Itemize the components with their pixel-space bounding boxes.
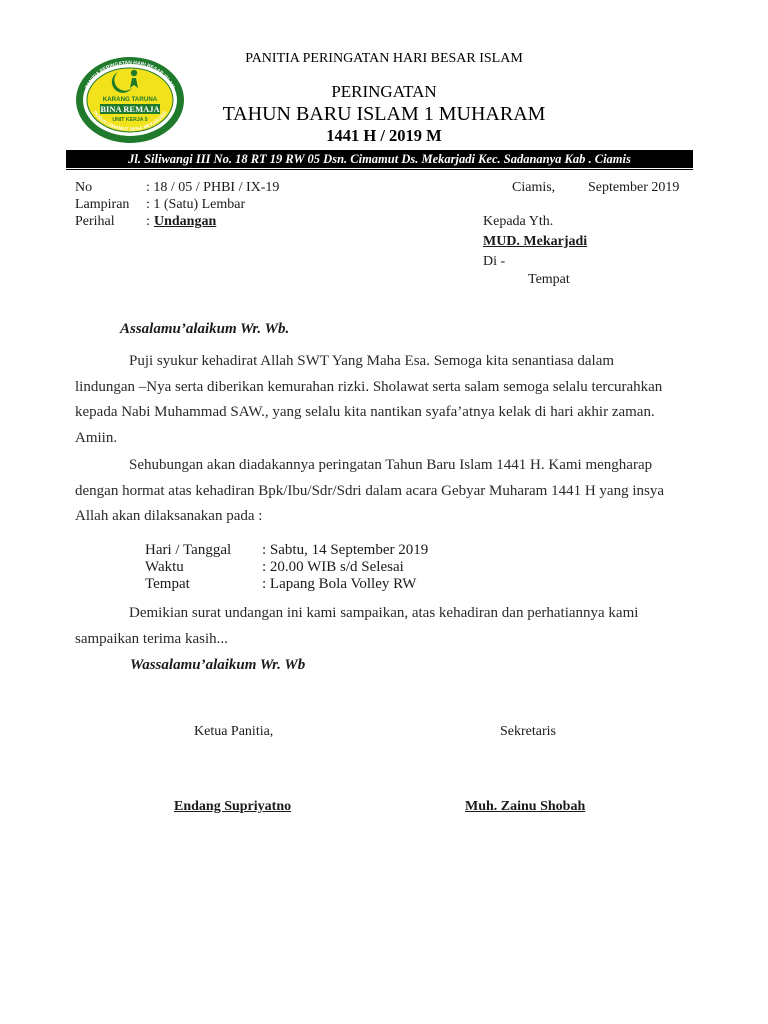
paragraph-line: lindungan –Nya serta diberikan kemurahan rizki. Sholawat serta salam semoga selalu tercurahkan (75, 378, 663, 395)
signature-right-title: Sekretaris (500, 724, 556, 739)
paragraph-line: Allah akan dilaksanakan pada : (75, 508, 263, 524)
paragraph-invitation (75, 453, 695, 530)
event-place-value: : Lapang Bola Volley RW (262, 576, 417, 592)
lampiran-value: : 1 (Satu) Lembar (146, 197, 246, 212)
signature-left-title: Ketua Panitia, (194, 724, 274, 739)
paragraph-line: Demikian surat undangan ini kami sampaikan, atas kehadiran dan perhatiannya kami (129, 605, 639, 621)
header-line-3: 1441 H / 2019 M (326, 126, 442, 145)
greeting: Assalamu’alaikum Wr. Wb. (120, 321, 290, 337)
logo-ring-bottom-text: DUSUN CIMAMUT DESA MEKARJADI (91, 110, 169, 133)
header-line-2: TAHUN BARU ISLAM 1 MUHARAM (222, 103, 546, 125)
letter-date: September 2019 (588, 180, 680, 195)
header-line-1: PERINGATAN (331, 82, 437, 101)
logo-org-name: BINA REMAJA (100, 104, 160, 114)
paragraph-opening (75, 349, 695, 451)
recipient-salutation: Kepada Yth. (483, 214, 554, 229)
recipient-place: Tempat (528, 272, 570, 287)
letter-city: Ciamis, (512, 180, 556, 195)
paragraph-line: Sehubungan akan diadakannya peringatan Tahun Baru Islam 1441 H. Kami mengharap (129, 457, 653, 473)
paragraph-line: Amiin. (75, 429, 118, 446)
recipient-di: Di - (483, 254, 506, 269)
perihal-label: Perihal (75, 214, 115, 229)
paragraph-line: Puji syukur kehadirat Allah SWT Yang Maha Esa. Semoga kita senantiasa dalam (129, 353, 615, 369)
signature-left-name: Endang Supriyatno (174, 799, 292, 814)
event-time-value: : 20.00 WIB s/d Selesai (262, 559, 404, 575)
paragraph-line: sampaikan terima kasih... (75, 630, 228, 647)
lampiran-label: Lampiran (75, 197, 130, 212)
address-bar: Jl. Siliwangi III No. 18 RT 19 RW 05 Dsn. Cimamut Ds. Mekarjadi Kec. Sadananya Kab . Ciamis (66, 150, 693, 168)
perihal-value: Undangan (154, 214, 217, 229)
signature-right-name: Muh. Zainu Shobah (465, 799, 586, 814)
committee-title: PANITIA PERINGATAN HARI BESAR ISLAM (245, 51, 523, 66)
paragraph-closing (75, 601, 695, 652)
paragraph-line: kepada Nabi Muhammad SAW., yang selalu kita nantikan syafa’atnya kelak di hari akhir zaman. (75, 404, 655, 420)
closing-greeting: Wassalamu’alaikum Wr. Wb (130, 657, 306, 673)
no-label: No (75, 180, 93, 195)
event-place-label: Tempat (145, 576, 190, 592)
event-time-label: Waktu (145, 559, 184, 575)
header-rule (66, 169, 693, 170)
no-value: : 18 / 05 / PHBI / IX-19 (146, 180, 280, 195)
logo-org-small: KARANG TARUNA (102, 96, 158, 103)
event-day-value: : Sabtu, 14 September 2019 (262, 542, 429, 558)
logo-unit: UNIT KERJA 5 (112, 117, 148, 123)
recipient-name: MUD. Mekarjadi (483, 234, 588, 249)
logo-ring-top-text: PANITIA PERINGATAN HARI BESAR ISLAM (84, 59, 176, 90)
perihal-colon: : (146, 214, 150, 229)
paragraph-line: dengan hormat atas kehadiran Bpk/Ibu/Sdr/Sdri dalam acara Gebyar Muharam 1441 H yang insya (75, 482, 664, 499)
event-day-label: Hari / Tanggal (145, 542, 232, 558)
